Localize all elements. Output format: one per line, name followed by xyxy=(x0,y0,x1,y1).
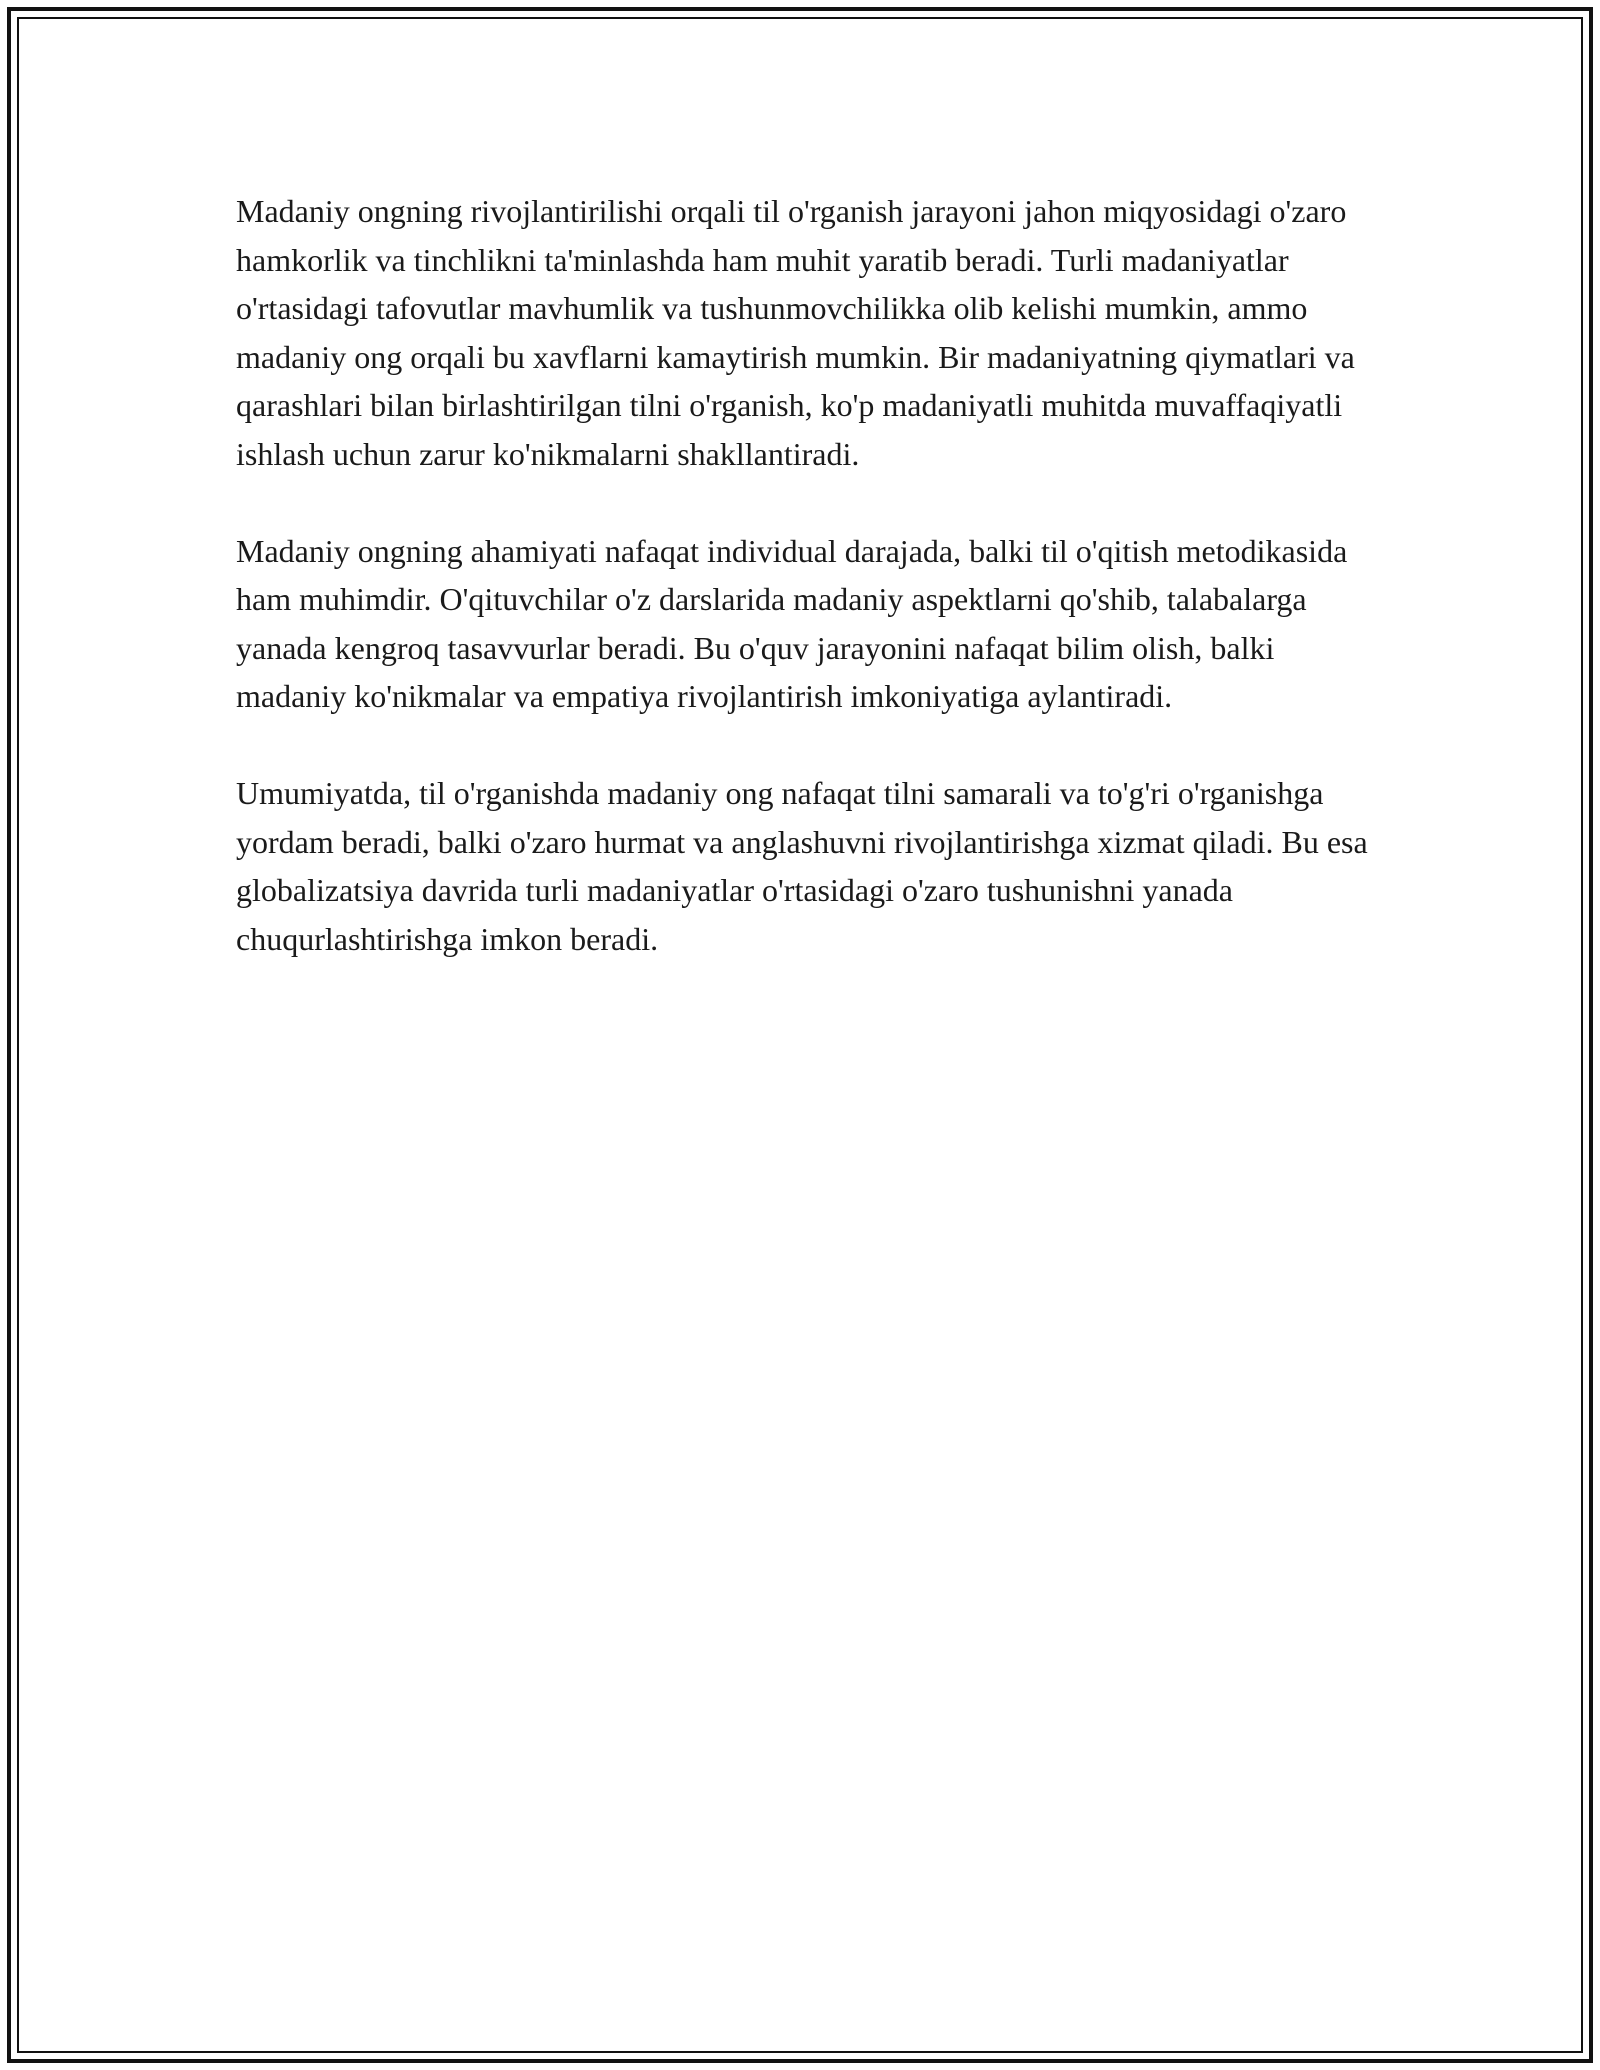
paragraph-2: Madaniy ongning ahamiyati nafaqat individual darajada, balki til o'qitish metodikasida ham muhimdir. O'qituvchilar o'z darslarida madaniy aspektlarni qo'shib, talabalarga yanada kengroq tasavvurlar beradi. Bu o'quv jarayonini nafaqat bilim olish, balki madaniy ko'nikmalar va empatiya rivojlantirish imkoniyatiga aylantiradi. xyxy=(236,532,1348,714)
document-body xyxy=(236,187,1386,1012)
paragraph-3: Umumiyatda, til o'rganishda madaniy ong nafaqat tilni samarali va to'g'ri o'rganishga yordam beradi, balki o'zaro hurmat va anglashuvni rivojlantirishga xizmat qiladi. Bu esa globalizatsiya davrida turli madaniyatlar o'rtasidagi o'zaro tushunishni yanada chuqurlashtirishga imkon beradi. xyxy=(236,775,1368,957)
paragraph-1: Madaniy ongning rivojlantirilishi orqali til o'rganish jarayoni jahon miqyosidagi o'zaro hamkorlik va tinchlikni ta'minlashda ham muhit yaratib beradi. Turli madaniyatlar o'rtasidagi tafovutlar mavhumlik va tushunmovchilikka olib kelishi mumkin, ammo madaniy ong orqali bu xavflarni kamaytirish mumkin. Bir madaniyatning qiymatlari va qarashlari bilan birlashtirilgan tilni o'rganish, ko'p madaniyatli muhitda muvaffaqiyatli ishlash uchun zarur ko'nikmalarni shakllantiradi. xyxy=(236,193,1355,472)
